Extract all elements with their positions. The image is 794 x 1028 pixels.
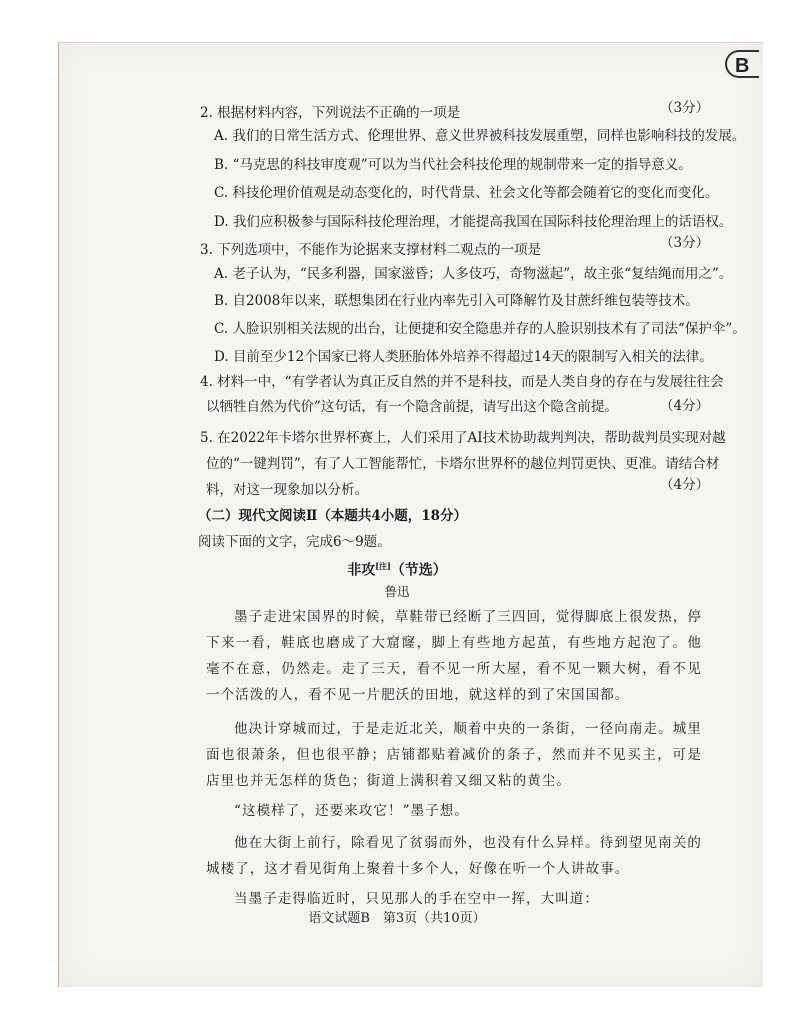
question-2-option-d: D. 我们应积极参与国际科技伦理治理，才能提高我国在国际科技伦理治理上的话语权。: [214, 214, 733, 230]
passage-paragraph: 墨子走进宋国界的时候，草鞋带已经断了三四回，觉得脚底上很发热，停下来一看，鞋底也磨成了大窟窿，脚上有些地方起茧，有些地方起泡了。他毫不在意，仍然走。走了三天，看不见一所大屋，看不见一颗大树，看不见一个活泼的人，看不见一片肥沃的田地，就这样的到了宋国国都。: [206, 609, 702, 703]
passage-title-note: [注]: [375, 561, 391, 571]
question-2-points: （3分）: [660, 100, 710, 116]
passage-body: [206, 604, 702, 912]
passage-title-suffix: （节选）: [390, 562, 447, 579]
question-5-points: （4分）: [660, 477, 710, 493]
passage-title-text: 非攻: [347, 562, 376, 579]
question-3-stem: 3. 下列选项中，不能作为论据来支撑材料二观点的一项是: [200, 242, 542, 258]
question-3-option-b: B. 自2008年以来，联想集团在行业内率先引入可降解竹及甘蔗纤维包装等技术。: [214, 293, 699, 309]
passage-paragraph: 当墨子走得临近时，只见那人的手在空中一挥，大叫道：: [234, 891, 599, 907]
question-2-option-b: B. “马克思的科技审度观”可以为当代社会科技伦理的规制带来一定的指导意义。: [214, 157, 692, 173]
question-4-line-1: 4. 材料一中，“有学者认为真正反自然的并不是科技，而是人类自身的存在与发展往往会: [200, 374, 724, 390]
page-footer: 语文试题B 第3页（共10页）: [308, 911, 486, 926]
question-5-line-3: 料，对这一现象加以分析。: [206, 482, 368, 498]
question-5-line-2: 位的“一键判罚”，有了人工智能帮忙，卡塔尔世界杯的越位判罚更快、更准。请结合材: [206, 456, 720, 472]
passage-paragraph: 他决计穿城而过，于是走近北关，顺着中央的一条街，一径向南走。城里面也很萧条，但也很平静；店铺都贴着减价的条子，然而并不见买主，可是店里也并无怎样的货色；街道上满积着又细又粘的黄尘。: [206, 721, 702, 789]
question-2-option-a: A. 我们的日常生活方式、伦理世界、意义世界被科技发展重塑，同样也影响科技的发展。: [214, 128, 746, 144]
question-3-option-a: A. 老子认为，“民多利器，国家滋昏；人多伎巧，奇物滋起”，故主张“复结绳而用之”。: [214, 266, 733, 282]
question-3-option-c: C. 人脸识别相关法规的出台，让便捷和安全隐患并存的人脸识别技术有了司法“保护伞”。: [214, 321, 746, 337]
question-2-stem: 2. 根据材料内容，下列说法不正确的一项是: [200, 105, 461, 121]
passage-author: 鲁迅: [384, 584, 410, 599]
question-4-points: （4分）: [660, 398, 710, 414]
question-2-option-c: C. 科技伦理价值观是动态变化的，时代背景、社会文化等都会随着它的变化而变化。: [214, 185, 719, 201]
question-4-line-2: 以牺牲自然为代价”这句话，有一个隐含前提，请写出这个隐含前提。: [206, 399, 618, 415]
passage-title: [0, 557, 794, 580]
corner-paper-mark: B: [725, 50, 759, 78]
passage-paragraph: “这模样了，还要来攻它！”墨子想。: [234, 803, 470, 819]
question-5-line-1: 5. 在2022年卡塔尔世界杯赛上，人们采用了AI技术协助裁判判决，帮助裁判员实现对越: [200, 430, 726, 446]
passage-paragraph: 他在大街上前行，除看见了贫弱而外，也没有什么异样。待到望见南关的城楼了，这才看见街角上聚着十多个人，好像在听一个人讲故事。: [206, 835, 702, 877]
section-2-heading: （二）现代文阅读Ⅱ（本题共4小题，18分）: [198, 508, 468, 524]
question-3-points: （3分）: [660, 235, 710, 251]
question-3-option-d: D. 目前至少12个国家已将人类胚胎体外培养不得超过14天的限制写入相关的法律。: [214, 349, 713, 365]
reading-instruction: 阅读下面的文字，完成6～9题。: [198, 534, 391, 550]
